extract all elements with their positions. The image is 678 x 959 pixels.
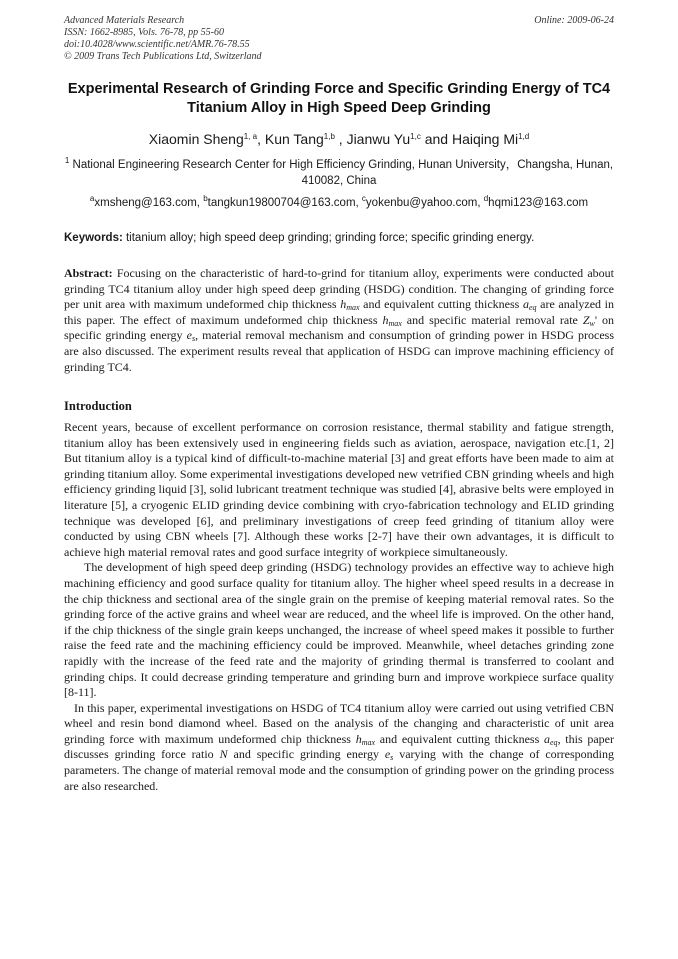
journal-name: Advanced Materials Research bbox=[64, 15, 185, 26]
affiliation bbox=[60, 157, 618, 189]
issn-line: ISSN: 1662-8985, Vols. 76-78, pp 55-60 bbox=[64, 27, 224, 38]
author-name: Jianwu Yu bbox=[346, 131, 411, 147]
abstract-text: and specific material removal rate bbox=[401, 312, 583, 327]
author-separator: , bbox=[257, 131, 265, 147]
abstract-text: on specific grinding energy bbox=[64, 312, 615, 343]
math-var: N bbox=[219, 747, 228, 762]
abstract-text: Focusing on the characteristic of hard-to-grind for titanium alloy, experiments were conducted about grinding TC4 titanium alloy under high speed deep grinding (HSDG) condition. The changing of grinding force per unit area with maximum undeformed chip thickness bbox=[64, 266, 614, 312]
math-sub: eq bbox=[550, 737, 558, 747]
email-mark: a bbox=[89, 194, 95, 203]
math-var: h bbox=[340, 297, 347, 312]
abstract-text: and equivalent cutting thickness bbox=[359, 297, 523, 312]
introduction-body bbox=[64, 420, 614, 794]
email-mark: b bbox=[203, 194, 208, 203]
math-sub: eq bbox=[528, 303, 537, 313]
email-address[interactable]: yokenbu@yahoo.com, bbox=[365, 197, 484, 209]
abstract-paragraph bbox=[64, 266, 614, 375]
keywords-text: titanium alloy; high speed deep grinding; grinding force; specific grinding energy. bbox=[122, 232, 535, 244]
math-var: a bbox=[522, 297, 529, 312]
author-separator: and bbox=[420, 131, 452, 147]
intro-paragraph-1: Recent years, because of excellent performance on corrosion resistance, thermal stability and fatigue strength, titanium alloy has been extensively used in engineering fields such as aviation, aerospace, navigation etc.[1, 2] But titanium alloy is a typical kind of difficult-to-machine material [3] and great efforts have been made to aim at grinding titanium alloy. Some experimental investigations developed new vetrified CBN grinding wheels and high efficiency grinding liquid [3], solid lubricant treatment technique was studied [4], abrasive belts were employed in literature [5], a cryogenic ELID grinding device combining with cryo-fabrication technology and ELID grinding technique was developed [6], and preliminary investigations of creep feed grinding of titanium alloy were conducted by using CBN wheels [7]. Although these works [2-7] have their own advantages, it is difficult to achieve high material removal rates and good surface integrity of workpiece simultaneously. bbox=[64, 420, 614, 559]
affiliation-mark: 1 bbox=[64, 156, 70, 165]
online-date: Online: 2009-06-24 bbox=[534, 15, 614, 26]
email-mark: d bbox=[483, 194, 489, 203]
abstract-label: Abstract: bbox=[64, 266, 113, 280]
section-heading-introduction: Introduction bbox=[64, 399, 132, 413]
author-affil-mark: 1,b bbox=[323, 132, 335, 141]
math-sub: max bbox=[346, 303, 360, 313]
abstract bbox=[64, 266, 614, 375]
intro-text: In this paper, experimental investigations on HSDG of TC4 titanium alloy were carried out using vetrified CBN wheel and resin bond diamond wheel. Based on the analysis of the changing and characteristic of unit area grinding force with maximum undeformed chip thickness bbox=[64, 700, 614, 746]
author-affil-mark: 1,d bbox=[518, 132, 530, 141]
email-address[interactable]: tangkun19800704@163.com, bbox=[207, 197, 362, 209]
math-sub: max bbox=[388, 318, 402, 328]
intro-text: and specific grinding energy bbox=[227, 747, 385, 762]
math-var: h bbox=[355, 731, 362, 746]
keywords-label: Keywords: bbox=[64, 232, 123, 244]
abstract-text: are analyzed in this paper. The effect of maximum undeformed chip thickness bbox=[64, 297, 615, 327]
intro-text: varying with the change of corresponding parameters. The change of material removal mode and the consumption of grinding power on the grinding process are also researched. bbox=[64, 747, 614, 793]
math-var: Z bbox=[582, 312, 590, 327]
author-name: Haiqing Mi bbox=[451, 131, 519, 147]
author-name: Kun Tang bbox=[264, 131, 324, 147]
math-sub: s bbox=[390, 753, 394, 763]
copyright-line: © 2009 Trans Tech Publications Ltd, Switzerland bbox=[64, 51, 262, 62]
math-var: e bbox=[384, 747, 391, 762]
intro-paragraph-3 bbox=[64, 701, 614, 795]
math-var: e bbox=[186, 328, 192, 343]
intro-paragraph-2: The development of high speed deep grinding (HSDG) technology provides an effective way to achieve high machining efficiency and good surface quality for titanium alloy. The higher wheel speed results in a decrease in the chip thickness and sectional area of the single grain on the premise of keeping material removal rates. So the grinding force of the active grains and wheel wear are reduced, and the wheel life is improved. On the other hand, if the chip thickness of the single grain keeps unchanged, the increase of wheel speed makes it possible to further raise the feed rate and the machining efficiency could be improved. Meanwhile, wheel detaches grinding zone rapidly with the increase of the feed rate and the majority of grinding thermal is transferred to coolant and grinding chips. It could decrease grinding temperature and grinding burn and improve workpiece surface quality [8-11]. bbox=[64, 560, 614, 700]
email-list bbox=[40, 196, 638, 211]
abstract-text: , material removal mechanism and consumption of grinding power in HSDG process are also discussed. The experiment results reveal that application of HSDG can improve machining efficiency of grinding TC4. bbox=[64, 328, 614, 374]
email-address[interactable]: xmsheng@163.com, bbox=[94, 197, 204, 209]
author-name: Xiaomin Sheng bbox=[148, 131, 244, 147]
intro-text: , this paper discusses grinding force ratio bbox=[64, 731, 615, 762]
affiliation-text: National Engineering Research Center for High Efficiency Grinding, Hunan University，Changsha, Hunan, 410082, China bbox=[69, 159, 614, 187]
author-list bbox=[40, 130, 638, 148]
paper-title: Experimental Research of Grinding Force and Specific Grinding Energy of TC4 Titanium Alloy in High Speed Deep Grinding bbox=[67, 81, 611, 116]
running-header bbox=[64, 15, 424, 63]
math-prime: ' bbox=[594, 312, 598, 327]
math-var: h bbox=[382, 312, 389, 327]
keywords bbox=[64, 231, 616, 246]
doi-line[interactable]: doi:10.4028/www.scientific.net/AMR.76-78.55 bbox=[64, 39, 250, 50]
author-affil-mark: 1, a bbox=[243, 132, 258, 141]
math-sub: w bbox=[589, 318, 595, 328]
math-var: a bbox=[544, 731, 550, 746]
email-mark: c bbox=[361, 194, 366, 203]
author-affil-mark: 1,c bbox=[410, 132, 421, 141]
math-sub: max bbox=[361, 737, 376, 747]
intro-text: and equivalent cutting thickness bbox=[375, 731, 544, 746]
math-sub: s bbox=[191, 334, 196, 344]
author-separator: , bbox=[334, 131, 347, 147]
email-address[interactable]: hqmi123@163.com bbox=[488, 197, 589, 209]
